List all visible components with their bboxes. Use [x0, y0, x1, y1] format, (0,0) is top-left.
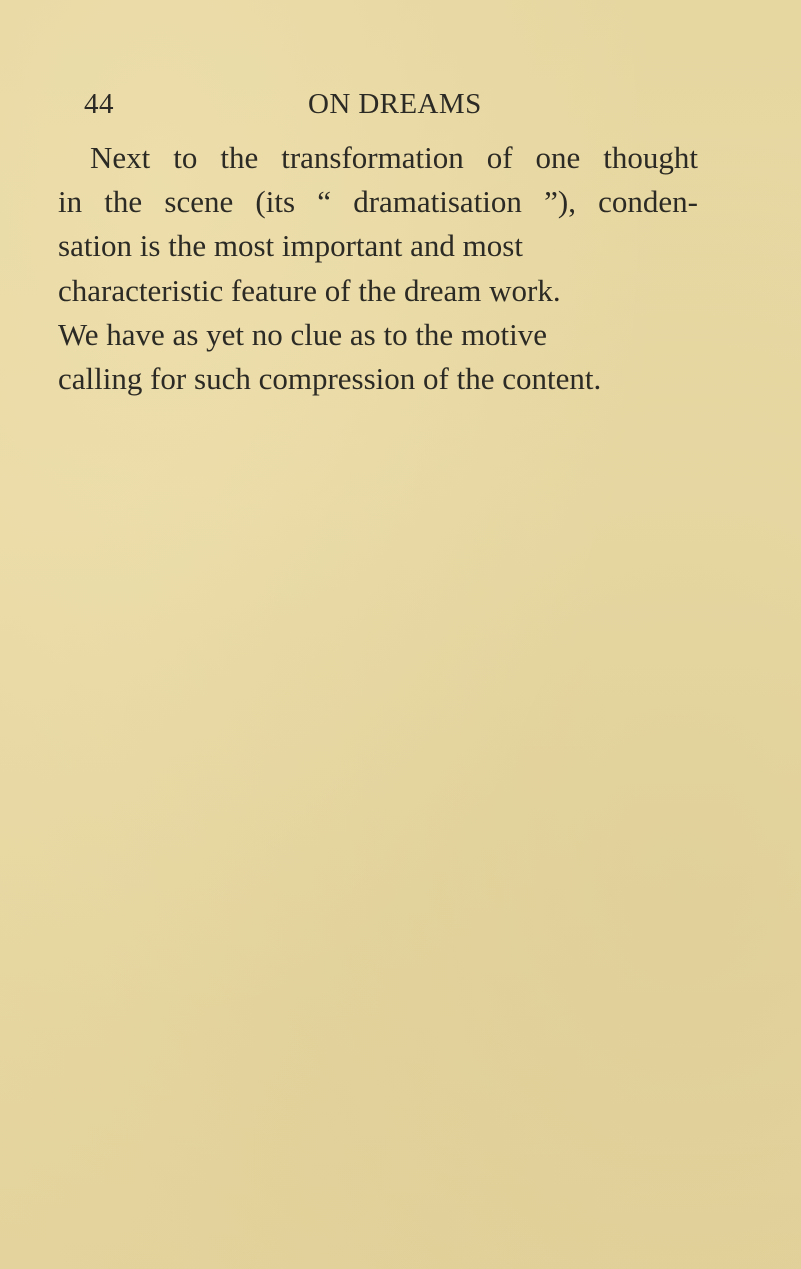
text-line: We have as yet no clue as to the motive	[58, 316, 548, 352]
text-line: characteristic feature of the dream work.	[58, 272, 561, 308]
text-line: Next to the transformation of one thought	[90, 140, 698, 175]
text-line: in the scene (its “ dramatisation ”), conden-	[58, 184, 698, 220]
running-title: ON DREAMS	[308, 88, 482, 120]
body-paragraph	[58, 136, 698, 401]
page-number: 44	[84, 88, 114, 120]
text-line: calling for such compression of the content.	[58, 360, 602, 396]
text-line: sation is the most important and most	[58, 228, 523, 264]
running-head	[84, 84, 724, 124]
